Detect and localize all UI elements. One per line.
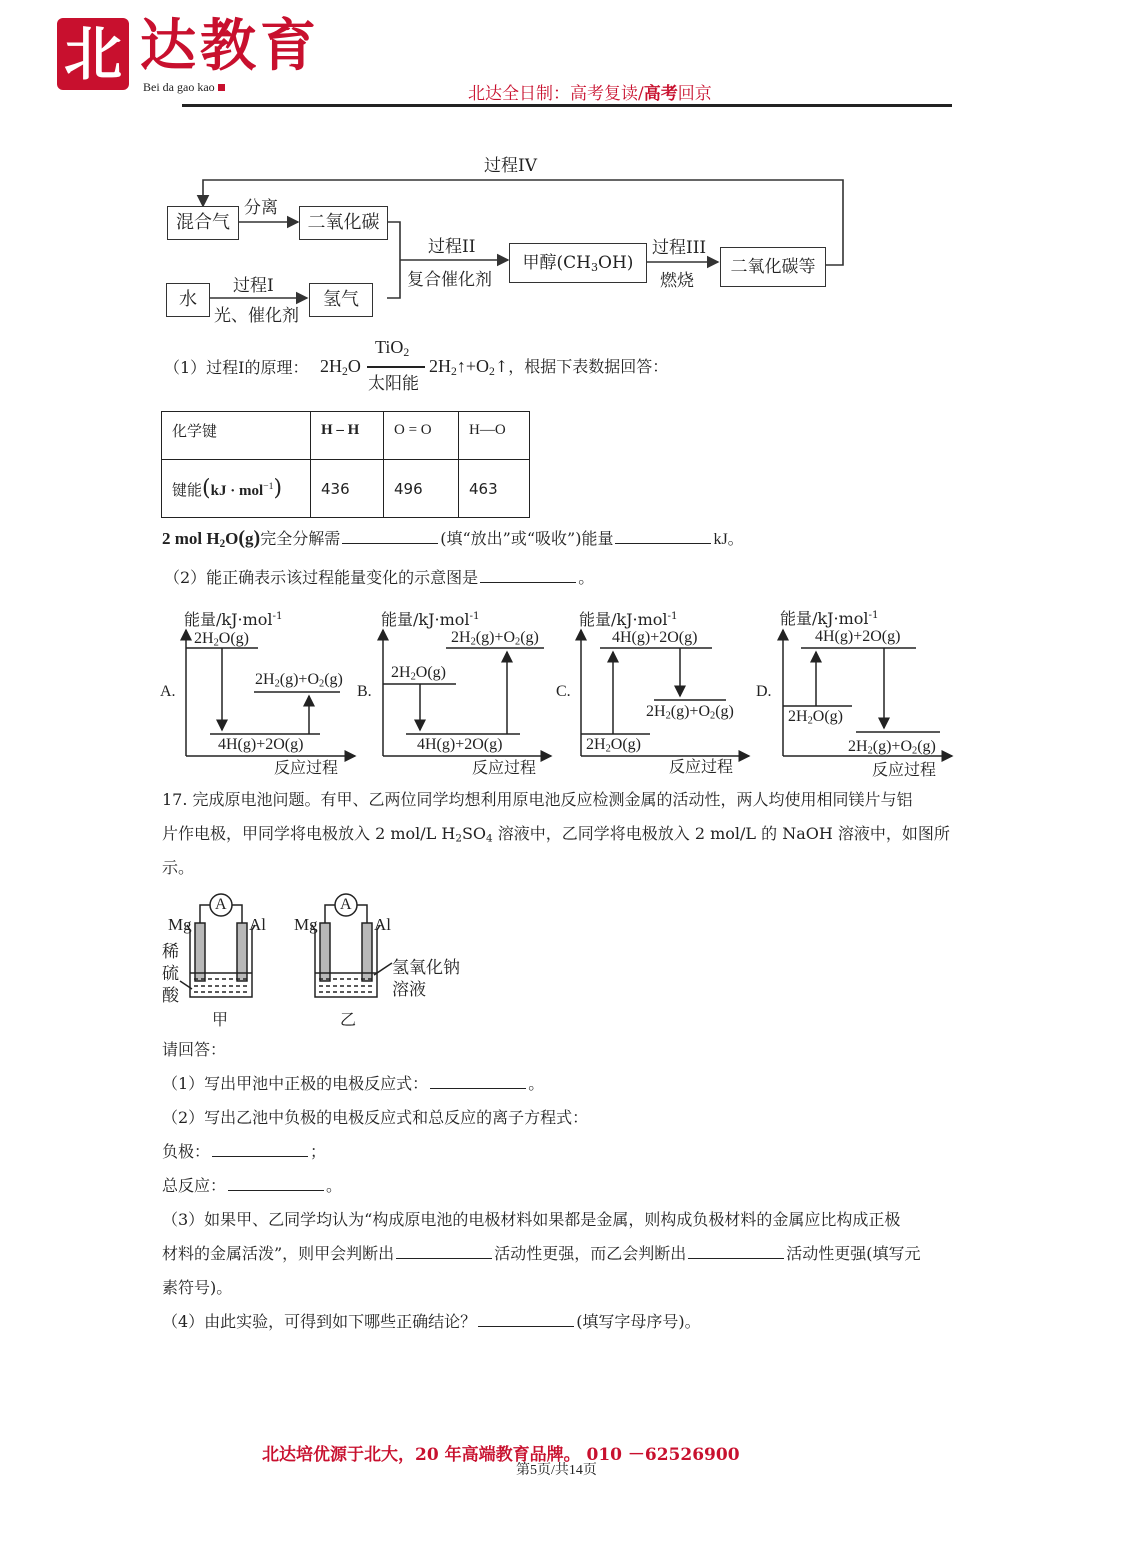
graph-b-atoms: 4H(g)+2O(g)	[417, 736, 503, 753]
eq-catalyst: TiO$_2$	[375, 337, 410, 359]
eq-condition: 太阳能	[368, 374, 419, 394]
naoh-label-1: 氢氧化钠	[392, 958, 460, 978]
methanol-box: 甲醇$(CH_3OH)$	[509, 243, 647, 283]
mg-label-jia: Mg	[168, 915, 192, 934]
q2-question: （2）能正确表示该过程能量变化的示意图是 。	[164, 568, 595, 587]
graph-b-h2o2: $2H_2(g)+O_2(g)$	[451, 629, 539, 648]
process-ii-label: 过程II	[428, 237, 476, 257]
graph-a-h2o2: $2H_2(g)+O_2(g)$	[255, 671, 343, 690]
answer-blank-conclusions[interactable]	[478, 1312, 574, 1327]
logo-mark: 北	[57, 18, 129, 90]
q17-3-line3: 素符号)。	[162, 1278, 233, 1297]
graph-a-h2o: $2H_2O(g)$	[194, 630, 249, 649]
table-cell-hh: 436	[311, 460, 384, 518]
footer-advert: 北达培优源于北大，20 年高端教育品牌。 010 －62526900	[262, 1445, 740, 1465]
water-box: 水	[166, 283, 210, 317]
light-catalyst-label: 光、催化剂	[214, 306, 299, 326]
process-iii-label: 过程III	[652, 238, 707, 258]
answer-blank-positive-electrode[interactable]	[430, 1074, 526, 1089]
q17-1: （1）写出甲池中正极的电极反应式： 。	[162, 1074, 545, 1093]
option-d-letter: D.	[756, 683, 772, 700]
q17-line1: 17. 完成原电池问题。有甲、乙两位同学均想利用原电池反应检测金属的活动性，两人均使用相同镁片与铝	[162, 790, 913, 809]
option-b-letter: B.	[357, 683, 372, 700]
q17-line2: 片作电极，甲同学将电极放入 2 mol/L $H_2SO_4$ 溶液中，乙同学将电极放入 2 mol/L 的 NaOH 溶液中，如图所	[162, 824, 950, 845]
header-slogan: 北达全日制：高考复读/高考回京	[468, 84, 712, 104]
cell-jia-label: 甲	[212, 1010, 229, 1029]
graph-d-atoms: 4H(g)+2O(g)	[815, 628, 901, 645]
decompose-question: 2 mol $H_2O(g)$完全分解需 (填“放出”或“吸收”)能量 kJ。	[162, 527, 744, 550]
table-header-bond: 化学键	[162, 412, 311, 460]
graph-d-h2o: $2H_2O(g)$	[788, 708, 843, 727]
graph-c-ylabel: 能量/kJ·mol$^{-1}$	[579, 610, 678, 630]
q17-3-line2: 材料的金属活泼”，则甲会判断出 活动性更强，而乙会判断出 活动性更强(填写元	[162, 1244, 921, 1263]
graph-b-ylabel: 能量/kJ·mol$^{-1}$	[381, 610, 480, 630]
cell-yi-label: 乙	[340, 1010, 357, 1029]
answer-blank-negative-electrode[interactable]	[212, 1142, 308, 1157]
graph-d-xlabel: 反应过程	[872, 760, 937, 779]
graph-a-xlabel: 反应过程	[274, 758, 339, 777]
table-cell-oo: 496	[384, 460, 459, 518]
acid-label-3: 酸	[162, 986, 179, 1006]
process-iv-label: 过程IV	[484, 156, 537, 176]
co2-box: 二氧化碳	[299, 206, 388, 240]
q17-3-line1: （3）如果甲、乙同学均认为“构成原电池的电极材料如果都是金属，则构成负极材料的金属应比构成正极	[162, 1210, 901, 1229]
co2-etc-box: 二氧化碳等	[720, 247, 826, 287]
table-header-hh: H – H	[311, 412, 384, 460]
ammeter-yi: A	[340, 896, 352, 913]
ammeter-jia: A	[215, 896, 227, 913]
mixed-gas-box: 混合气	[167, 206, 239, 240]
q17-4: （4）由此实验，可得到如下哪些正确结论？ (填写字母序号)。	[162, 1312, 701, 1331]
answer-blank-jia-metal[interactable]	[396, 1244, 492, 1259]
acid-label-1: 稀	[162, 942, 179, 962]
graph-c-h2o: $2H_2O(g)$	[586, 736, 641, 755]
composite-catalyst-label: 复合催化剂	[407, 270, 492, 290]
total-reaction-line: 总反应： 。	[162, 1176, 343, 1195]
eq-rhs: $2H_2↑+O_2↑$，根据下表数据回答：	[429, 356, 669, 378]
q17-line3: 示。	[162, 858, 195, 877]
table-cell-ho: 463	[459, 460, 530, 518]
table-row-energy-label: 键能(kJ · mol$^{-1}$)	[162, 460, 311, 518]
graph-d-h2o2: $2H_2(g)+O_2(g)$	[848, 738, 936, 757]
graph-c-xlabel: 反应过程	[669, 757, 734, 776]
naoh-label-2: 溶液	[392, 980, 426, 1000]
table-header-oo: O = O	[384, 412, 459, 460]
graph-d-ylabel: 能量/kJ·mol$^{-1}$	[780, 609, 879, 629]
negative-electrode-line: 负极： ；	[162, 1142, 327, 1161]
graph-c-h2o2: $2H_2(g)+O_2(g)$	[646, 703, 734, 722]
al-label-yi: Al	[374, 915, 391, 934]
graph-a-ylabel: 能量/kJ·mol$^{-1}$	[184, 610, 283, 630]
answer-blank-yi-metal[interactable]	[688, 1244, 784, 1259]
logo-subtitle: Bei da gao kao	[143, 80, 225, 95]
al-label-jia: Al	[249, 915, 266, 934]
graph-b-h2o: $2H_2O(g)$	[391, 664, 446, 683]
answer-blank-total-reaction[interactable]	[228, 1176, 324, 1191]
table-header-ho: H—O	[459, 412, 530, 460]
option-c-letter: C.	[556, 683, 571, 700]
mg-label-yi: Mg	[294, 915, 318, 934]
q1-prefix: （1）过程I的原理：	[164, 358, 309, 377]
graph-b-xlabel: 反应过程	[472, 758, 537, 777]
graph-a-atoms: 4H(g)+2O(g)	[218, 736, 304, 753]
please-answer: 请回答：	[162, 1040, 227, 1059]
logo-text: 达教育	[140, 13, 320, 79]
graph-c-atoms: 4H(g)+2O(g)	[612, 629, 698, 646]
acid-label-2: 硫	[162, 964, 179, 984]
burn-label: 燃烧	[660, 271, 694, 291]
separate-label: 分离	[244, 198, 278, 218]
process-i-label: 过程I	[233, 276, 274, 296]
eq-lhs: $2H_2O$	[320, 356, 361, 378]
option-a-letter: A.	[160, 683, 176, 700]
hydrogen-box: 氢气	[309, 283, 373, 317]
q17-2: （2）写出乙池中负极的电极反应式和总反应的离子方程式：	[162, 1108, 589, 1127]
page-number: 第5页/共14页	[516, 1463, 597, 1478]
